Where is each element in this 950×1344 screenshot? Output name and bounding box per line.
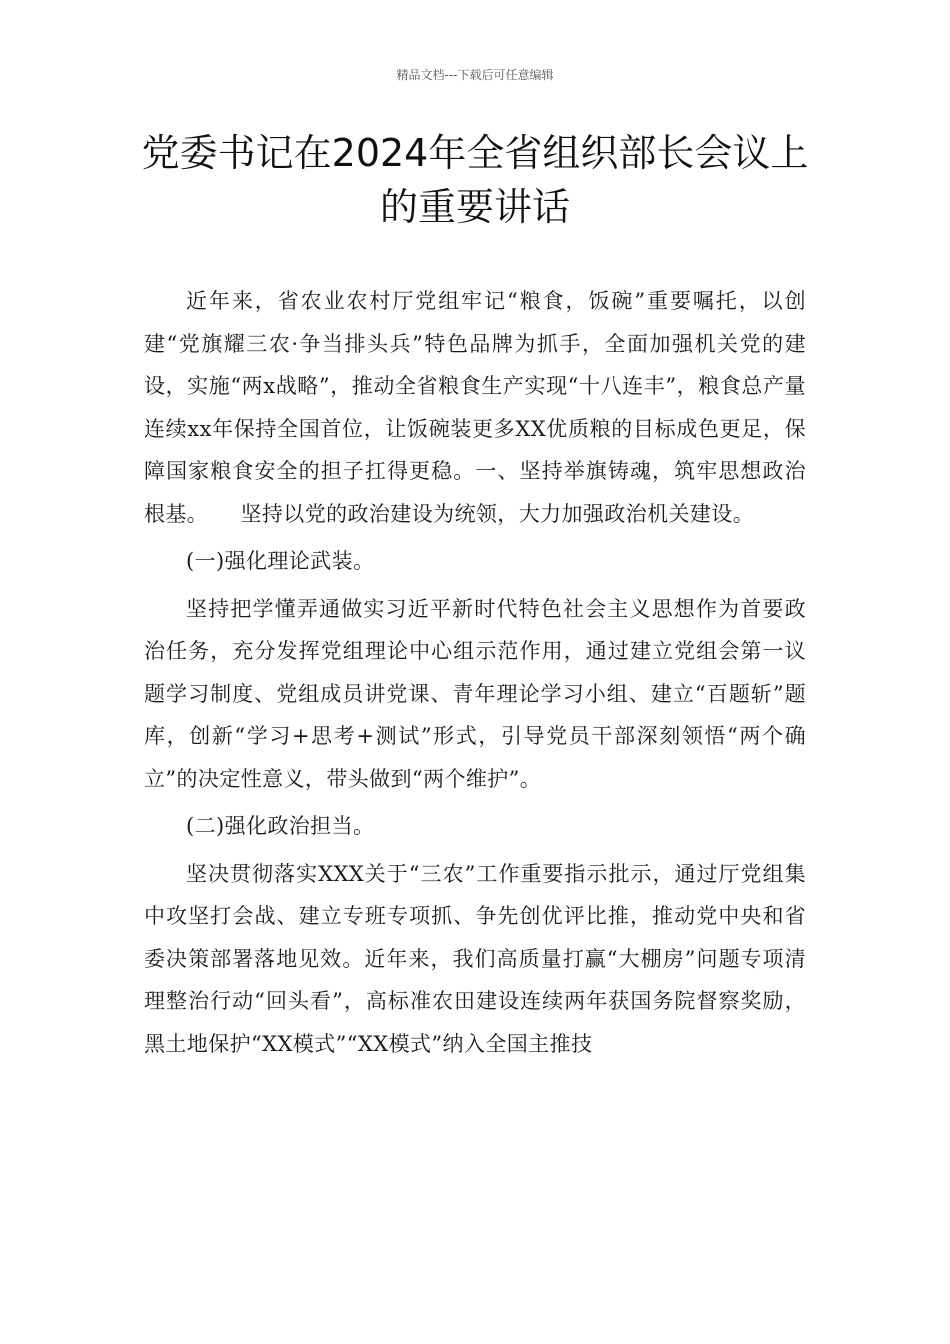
section-heading-2: (二)强化政治担当。 xyxy=(186,814,375,838)
paragraph-theory: 坚持把学懂弄通做实习近平新时代特色社会主义思想作为首要政治任务，充分发挥党组理论中心组示范作用，通过建立党组会第一议题学习制度、党组成员讲党课、青年理论学习小组、建立“百题斩”题库，创新“学习+思考+测试”形式，引导党员干部深刻领悟“两个确立”的决定性意义，带头做到“两个维护”。 xyxy=(144,596,806,791)
paragraph-politics: 坚决贯彻落实XXX关于“三农”工作重要指示批示，通过厅党组集中攻坚打会战、建立专班专项抓、争先创优评比推，推动党中央和省委决策部署落地见效。近年来，我们高质量打赢“大棚房”问题专项清理整治行动“回头看”，高标准农田建设连续两年获国务院督察奖励，黑土地保护“XX模式”“XX模式”纳入全国主推技 xyxy=(144,861,806,1056)
document-title: 党委书记在2024年全省组织部长会议上的重要讲话 xyxy=(141,131,809,229)
paragraph-intro: 近年来，省农业农村厅党组牢记“粮食，饭碗”重要嘱托，以创建“党旗耀三农·争当排头兵”特色品牌为抓手，全面加强机关党的建设，实施“两x战略”，推动全省粮食生产实现“十八连丰”，粮食总产量连续xx年保持全国首位，让饭碗装更多XX优质粮的目标成色更足，保障国家粮食安全的担子扛得更稳。一、坚持举旗铸魂，筑牢思想政治根基。 坚持以党的政治建设为统领，大力加强政治机关建设。 xyxy=(144,289,806,526)
document-body xyxy=(144,280,806,1070)
header-note: 精品文档---下载后可任意编辑 xyxy=(396,68,554,82)
section-heading-1: (一)强化理论武装。 xyxy=(186,549,375,573)
